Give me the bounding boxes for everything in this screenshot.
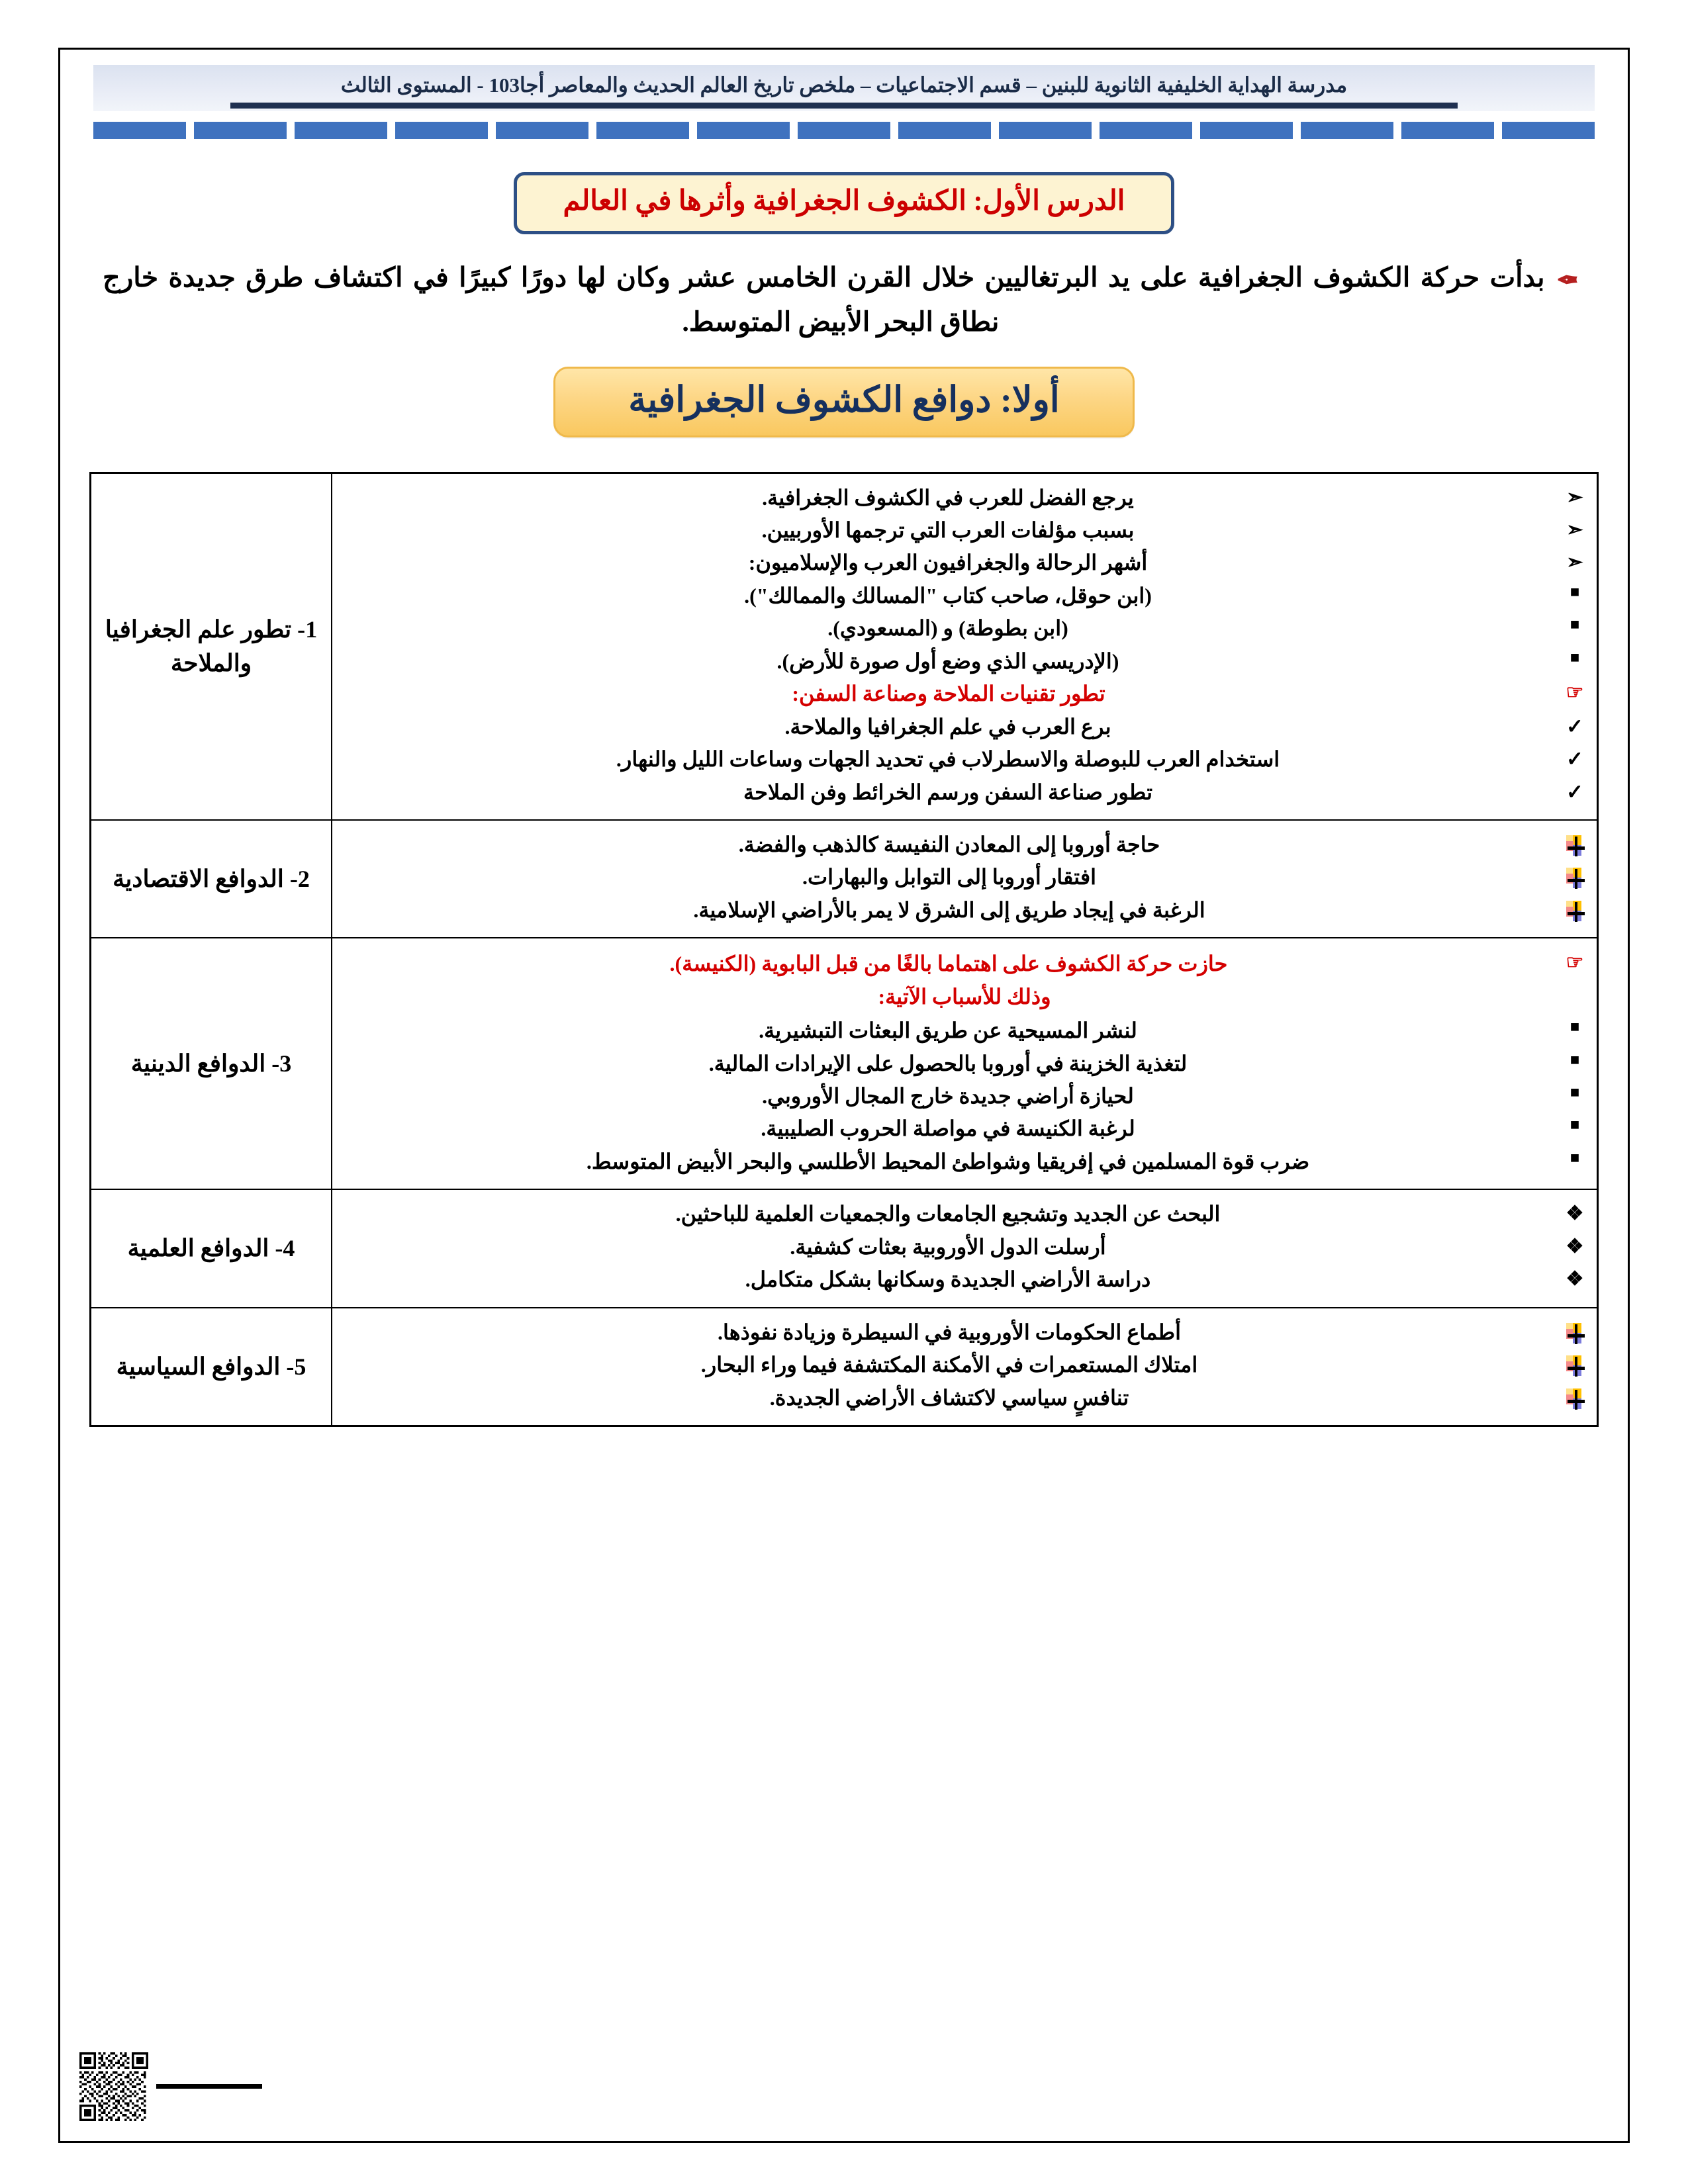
lesson-intro-paragraph [103,257,1579,343]
square-bullet-icon: ■ [1570,1019,1580,1036]
list-item [343,1318,1586,1347]
diamond-bullet-icon: ❖ [1566,1268,1584,1291]
square-bullet-icon: ■ [1570,1084,1580,1102]
check-bullet-icon: ✓ [1566,747,1583,771]
multicolor-bullet-icon [1566,1388,1586,1411]
dash-segment [697,122,790,139]
list-item-text: امتلاك المستعمرات في الأمكنة المكتشفة فيما وراء البحار. [700,1353,1198,1377]
bullet-group-color [343,1318,1586,1413]
list-item [343,1016,1586,1046]
red-heading-text: تطور تقنيات الملاحة وصناعة السفن: [792,682,1105,706]
dash-segment [1200,122,1293,139]
row-content-cell [332,1308,1598,1426]
list-item [343,614,1586,643]
list-item [343,1383,1586,1413]
diamond-bullet-icon: ❖ [1566,1235,1584,1257]
multicolor-bullet-icon [1566,1323,1586,1345]
list-item-text: بسبب مؤلفات العرب التي ترجمها الأوربيين. [761,518,1135,543]
square-bullet-icon: ■ [1570,1051,1580,1069]
list-item [343,862,1586,892]
row-label-cell: 2- الدوافع الاقتصادية [91,820,332,938]
dash-segment [395,122,488,139]
list-item [343,1147,1586,1177]
red-subheading-text: وذلك للأسباب الآتية: [878,984,1051,1009]
header-underline [230,103,1458,109]
table-row [91,1189,1598,1307]
list-item-text: أرسلت الدول الأوروبية بعثات كشفية. [790,1234,1106,1259]
square-bullet-icon: ■ [1570,649,1580,666]
multicolor-bullet-icon [1566,868,1586,890]
bullet-group-color [343,830,1586,925]
list-item [343,778,1586,807]
row-content-cell [332,938,1598,1189]
list-item [343,745,1586,774]
list-item-text: تنافسٍ سياسي لاكتشاف الأراضي الجديدة. [769,1385,1129,1410]
pointing-hand-icon: ☞ [1566,682,1584,704]
list-item-text: حاجة أوروبا إلى المعادن النفيسة كالذهب والفضة. [738,832,1160,856]
dash-segment [798,122,890,139]
row-content-cell [332,1189,1598,1307]
list-item-text: تطور صناعة السفن ورسم الخرائط وفن الملاحة [743,780,1153,804]
row-content-cell [332,473,1598,820]
list-item-text: لتغذية الخزينة في أوروبا بالحصول على الإيرادات المالية. [708,1051,1188,1075]
arrow-bullet-icon: ➣ [1566,486,1583,508]
list-item-text: لنشر المسيحية عن طريق البعثات التبشيرية. [759,1019,1137,1043]
motives-table [89,472,1599,1427]
list-item [343,548,1586,578]
list-item-text: الرغبة في إيجاد طريق إلى الشرق لا يمر بالأراضي الإسلامية. [693,897,1205,922]
lesson-title: الدرس الأول: الكشوف الجغرافية وأثرها في العالم [514,172,1175,234]
multicolor-bullet-icon [1566,1355,1586,1378]
square-bullet-icon: ■ [1570,583,1580,601]
arrow-bullet-icon: ➣ [1566,519,1583,541]
red-highlight-heading [343,679,1586,709]
table-row [91,938,1598,1189]
bullet-group-square [343,581,1586,676]
red-heading-text: حازت حركة الكشوف على اهتماما بالغًا من قبل البابوية (الكنيسة). [669,952,1228,976]
dash-segment [898,122,991,139]
row-label-cell: 5- الدوافع السياسية [91,1308,332,1426]
dash-segment [1301,122,1393,139]
section-heading-banner: أولا: دوافع الكشوف الجغرافية [553,367,1135,437]
square-bullet-icon: ■ [1570,616,1580,634]
dash-segment [1401,122,1494,139]
footer-rule [156,2084,262,2089]
list-item-text: ضرب قوة المسلمين في إفريقيا وشواطئ المحيط الأطلسي والبحر الأبيض المتوسط. [586,1149,1310,1173]
list-item-text: برع العرب في علم الجغرافيا والملاحة. [784,714,1111,739]
dash-segment [596,122,689,139]
dash-segment [93,122,186,139]
dash-segment [194,122,287,139]
list-item-text: أشهر الرحالة والجغرافيون العرب والإسلاميون: [748,551,1148,575]
list-item-text: يرجع الفضل للعرب في الكشوف الجغرافية. [762,485,1134,510]
list-item [343,1081,1586,1111]
dash-segment [999,122,1092,139]
pen-icon: ✒ [1556,265,1579,295]
document-header [93,65,1595,111]
list-item-text: (ابن بطوطة) و (المسعودي). [827,616,1068,641]
pointing-hand-icon: ☞ [1566,952,1584,974]
check-bullet-icon: ✓ [1566,780,1583,803]
bullet-group-check [343,712,1586,807]
dash-segment [1502,122,1595,139]
list-item [343,581,1586,611]
multicolor-bullet-icon [1566,835,1586,858]
list-item [343,830,1586,860]
list-item [343,483,1586,513]
diamond-bullet-icon: ❖ [1566,1203,1584,1225]
row-label-cell: 4- الدوافع العلمية [91,1189,332,1307]
list-item-text: استخدام العرب للبوصلة والاسطرلاب في تحديد الجهات وساعات الليل والنهار. [616,747,1280,772]
list-item [343,712,1586,742]
list-item [343,1199,1586,1229]
bullet-group-diamond [343,1199,1586,1295]
list-item [343,1265,1586,1295]
list-item [343,1114,1586,1144]
list-item-text: البحث عن الجديد وتشجيع الجامعات والجمعيات العلمية للباحثين. [675,1202,1221,1226]
list-item-text: دراسة الأراضي الجديدة وسكانها بشكل متكامل. [745,1267,1151,1292]
list-item [343,647,1586,676]
list-item [343,516,1586,545]
multicolor-bullet-icon [1566,901,1586,923]
row-content-cell [332,820,1598,938]
header-dash-decoration [93,122,1595,139]
red-highlight-heading [343,949,1586,979]
bullet-group-square [343,1016,1586,1177]
table-row [91,473,1598,820]
school-header-line: مدرسة الهداية الخليفية الثانوية للبنين – قسم الاجتماعيات – ملخص تاريخ العالم الحديث والمعاصر أجا103 - المستوى الثالث [340,73,1348,97]
list-item [343,1049,1586,1079]
dash-segment [496,122,588,139]
bullet-group-arrow [343,483,1586,578]
qr-code-icon [79,2052,148,2121]
list-item-text: لحيازة أراضي جديدة خارج المجال الأوروبي. [762,1084,1134,1109]
list-item-text: لرغبة الكنيسة في مواصلة الحروب الصليبية. [761,1116,1135,1141]
table-row [91,820,1598,938]
lesson-intro-text: بدأت حركة الكشوف الجغرافية على يد البرتغاليين خلال القرن الخامس عشر وكان لها دورًا كبيرًا في اكتشاف طرق جديدة خارج نطاق البحر الأبيض المتوسط. [103,261,1545,337]
list-item [343,1232,1586,1262]
square-bullet-icon: ■ [1570,1149,1580,1167]
dash-segment [1100,122,1192,139]
square-bullet-icon: ■ [1570,1116,1580,1134]
list-item-text: (ابن حوقل، صاحب كتاب "المسالك والممالك"). [744,583,1152,608]
list-item-text: (الإدريسي الذي وضع أول صورة للأرض). [776,649,1119,673]
dash-segment [295,122,387,139]
list-item-text: افتقار أوروبا إلى التوابل والبهارات. [802,865,1097,889]
check-bullet-icon: ✓ [1566,714,1583,738]
list-item [343,1350,1586,1380]
table-row [91,1308,1598,1426]
arrow-bullet-icon: ➣ [1566,551,1583,574]
row-label-cell: 1- تطور علم الجغرافيا والملاحة [91,473,332,820]
list-item-text: أطماع الحكومات الأوروبية في السيطرة وزيادة نفوذها. [718,1320,1181,1344]
list-item [343,895,1586,925]
row-label-cell: 3- الدوافع الدينية [91,938,332,1189]
